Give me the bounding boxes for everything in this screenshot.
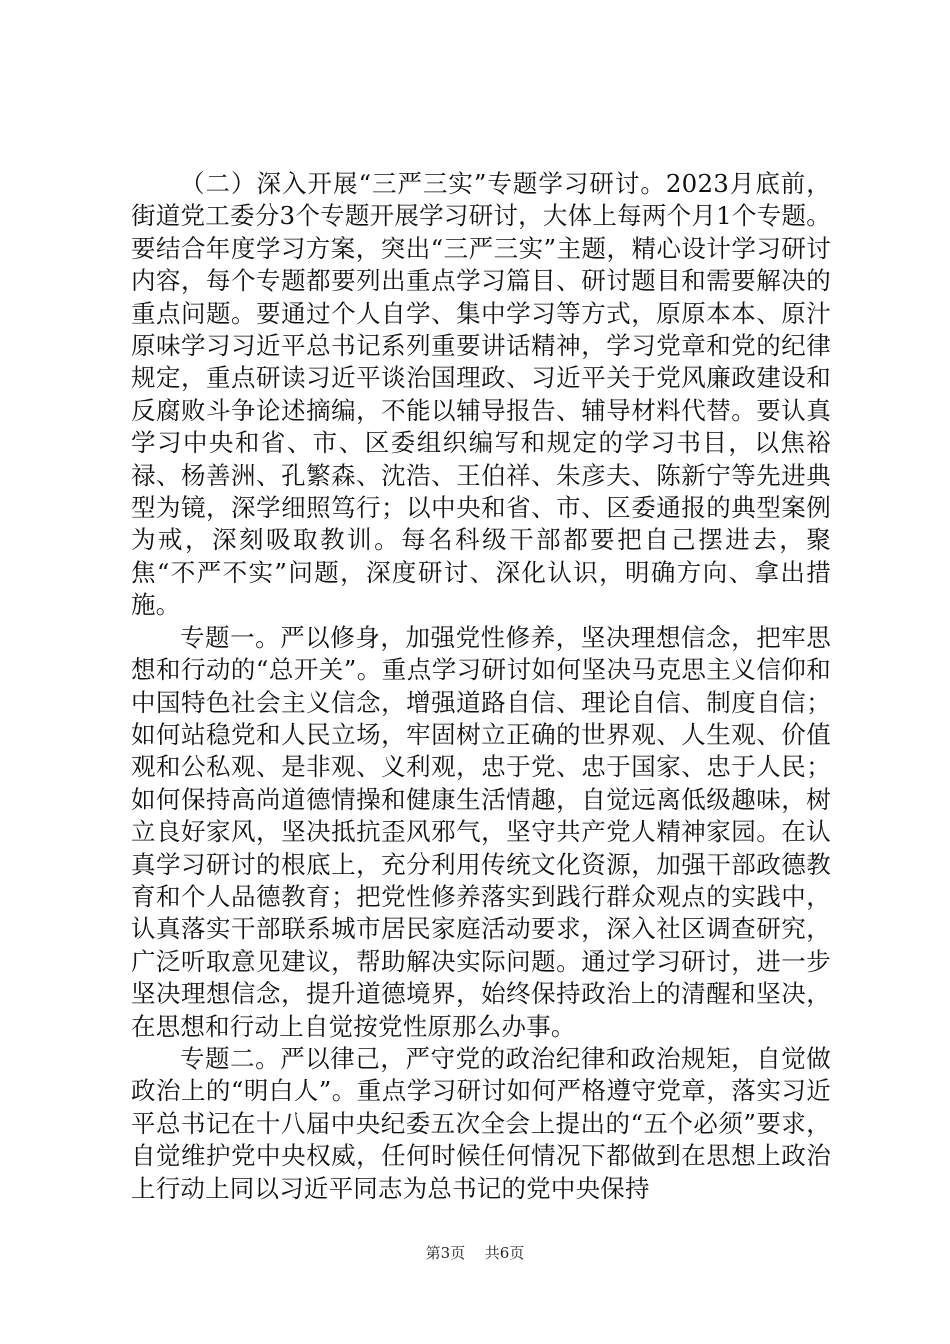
document-body: [131, 168, 831, 1205]
paragraph-section-two: （二）深入开展“三严三实”专题学习研讨。2023月底前，街道党工委分3个专题开展学习研讨，大体上每两个月1个专题。要结合年度学习方案，突出“三严三实”主题，精心设计学习研讨内容，每个专题都要列出重点学习篇目、研讨题目和需要解决的重点问题。要通过个人自学、集中学习等方式，原原本本、原汁原味学习习近平总书记系列重要讲话精神，学习党章和党的纪律规定，重点研读习近平谈治国理政、习近平关于党风廉政建设和反腐败斗争论述摘编，不能以辅导报告、辅导材料代替。要认真学习中央和省、市、区委组织编写和规定的学习书目，以焦裕禄、杨善洲、孔繁森、沈浩、王伯祥、朱彦夫、陈新宁等先进典型为镜，深学细照笃行；以中央和省、市、区委通报的典型案例为戒，深刻吸取教训。每名科级干部都要把自己摆进去，聚焦“不严不实”问题，深度研讨、深化认识，明确方向、拿出措施。: [131, 169, 831, 620]
paragraph-topic-two: 专题二。严以律己，严守党的政治纪律和政治规矩，自觉做政治上的“明白人”。重点学习研讨如何严格遵守党章，落实习近平总书记在十八届中央纪委五次全会上提出的“五个必须”要求，自觉维护党中央权威，任何时候任何情况下都做到在思想上政治上行动上同以习近平同志为总书记的党中央保持: [131, 1043, 831, 1203]
page-total: 共6页: [484, 1244, 525, 1262]
paragraph-topic-one: 专题一。严以修身，加强党性修养，坚决理想信念，把牢思想和行动的“总开关”。重点学习研讨如何坚决马克思主义信仰和中国特色社会主义信念，增强道路自信、理论自信、制度自信；如何站稳党和人民立场，牢固树立正确的世界观、人生观、价值观和公私观、是非观、义利观，忠于党、忠于国家、忠于人民；如何保持高尚道德情操和健康生活情趣，自觉远离低级趣味，树立良好家风，坚决抵抗歪风邪气，坚守共产党人精神家园。在认真学习研讨的根底上，充分利用传统文化资源，加强干部政德教育和个人品德教育；把党性修养落实到践行群众观点的实践中，认真落实干部联系城市居民家庭活动要求，深入社区调查研究，广泛听取意见建议，帮助解决实际问题。通过学习研讨，进一步坚决理想信念，提升道德境界，始终保持政治上的清醒和坚决，在思想和行动上自觉按党性原那么办事。: [131, 622, 831, 1041]
page-number: 第3页: [425, 1244, 466, 1262]
page-footer: [0, 1243, 950, 1263]
